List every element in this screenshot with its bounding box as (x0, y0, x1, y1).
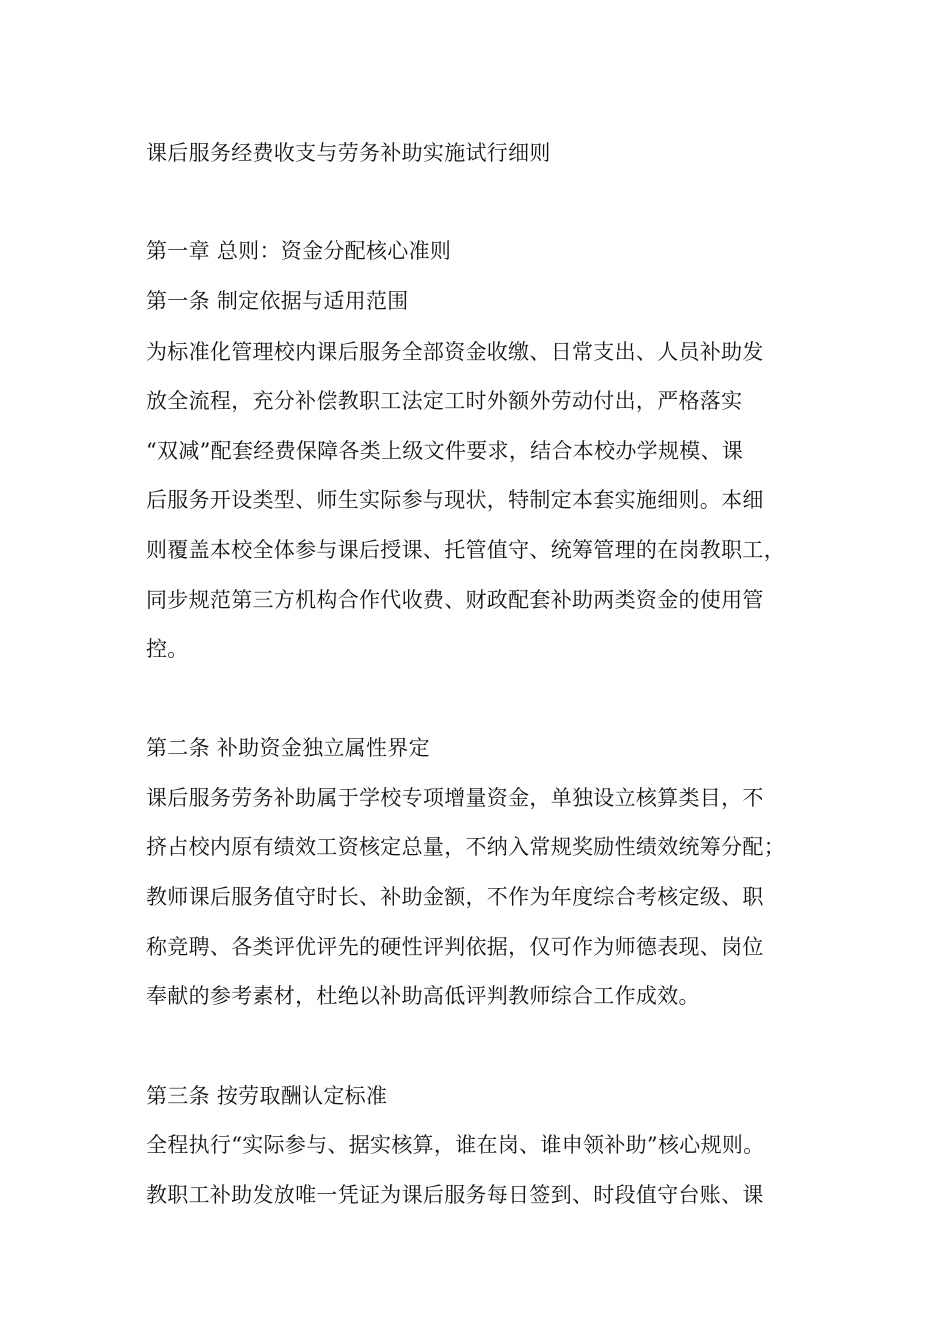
article-1-line: 后服务开设类型、师生实际参与现状，特制定本套实施细则。本细 (146, 488, 764, 512)
article-1-line: 则覆盖本校全体参与课后授课、托管值守、统筹管理的在岗教职工， (146, 538, 785, 562)
article-1-line: 同步规范第三方机构合作代收费、财政配套补助两类资金的使用管 (146, 588, 764, 612)
article-3-heading: 第三条 按劳取酬认定标准 (146, 1084, 388, 1108)
article-2-line: 课后服务劳务补助属于学校专项增量资金，单独设立核算类目，不 (146, 786, 764, 810)
article-2-heading: 第二条 补助资金独立属性界定 (146, 736, 430, 760)
article-2-line: 奉献的参考素材，杜绝以补助高低评判教师综合工作成效。 (146, 984, 700, 1008)
document-title: 课后服务经费收支与劳务补助实施试行细则 (146, 141, 551, 165)
article-2-line: 挤占校内原有绩效工资核定总量，不纳入常规奖励性绩效统筹分配； (146, 835, 785, 859)
article-1-heading: 第一条 制定依据与适用范围 (146, 289, 409, 313)
article-3-line: 教职工补助发放唯一凭证为课后服务每日签到、时段值守台账、课 (146, 1183, 764, 1207)
article-1-line: 为标准化管理校内课后服务全部资金收缴、日常支出、人员补助发 (146, 340, 764, 364)
article-2-line: 称竞聘、各类评优评先的硬性评判依据，仅可作为师德表现、岗位 (146, 935, 764, 959)
article-1-line: 放全流程，充分补偿教职工法定工时外额外劳动付出，严格落实 (146, 389, 743, 413)
article-1-line: “双减”配套经费保障各类上级文件要求，结合本校办学规模、课 (146, 439, 744, 463)
chapter-heading: 第一章 总则：资金分配核心准则 (146, 239, 452, 263)
article-3-line: 全程执行“实际参与、据实核算，谁在岗、谁申领补助”核心规则。 (146, 1133, 765, 1157)
article-2-line: 教师课后服务值守时长、补助金额，不作为年度综合考核定级、职 (146, 885, 764, 909)
article-1-line: 控。 (146, 637, 189, 661)
